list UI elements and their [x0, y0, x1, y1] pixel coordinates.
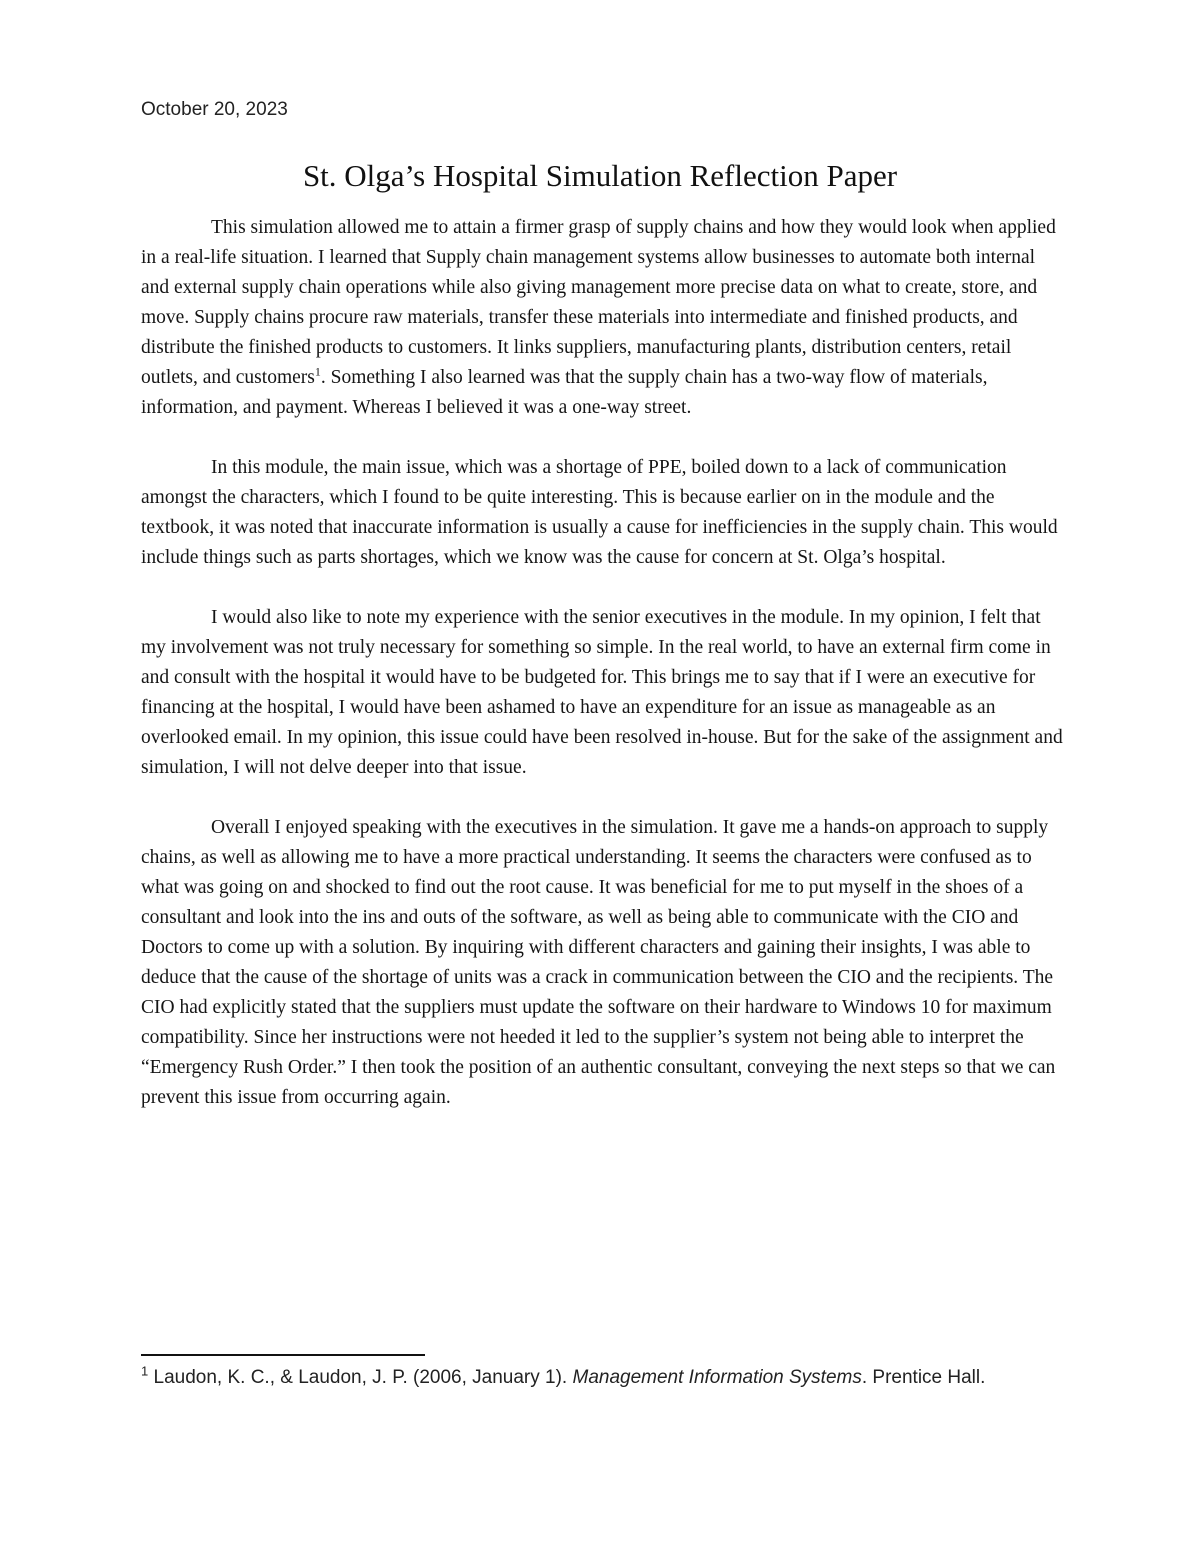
footnote-publisher: . Prentice Hall. [861, 1367, 986, 1388]
footnote-work-title: Management Information Systems [572, 1367, 862, 1388]
footnote-number: 1 [141, 1363, 149, 1379]
paragraph-4: Overall I enjoyed speaking with the executives in the simulation. It gave me a hands-on approach to supply chains, as well as allowing me to have a more practical understanding. It seems the characters were confused as to what was going on and shocked to find out the root cause. It was beneficial for me to put myself in the shoes of a consultant and look into the ins and outs of the software, as well as being able to communicate with the CIO and Doctors to come up with a solution. By inquiring with different characters and gaining their insights, I was able to deduce that the cause of the shortage of units was a crack in communication between the CIO and the recipients. The CIO had explicitly stated that the suppliers must update the software on their hardware to Windows 10 for maximum compatibility. Since her instructions were not heeded it led to the supplier’s system not being able to interpret the “Emergency Rush Order.” I then took the position of an authentic consultant, conveying the next steps so that we can prevent this issue from occurring again. [141, 817, 1056, 1108]
footnote [141, 1363, 1101, 1389]
footnote-reference: 1 [314, 364, 321, 379]
paragraph-1-text-continued: . Something I also learned was that the supply chain has a two-way flow of materials, information, and payment. Whereas I believed it was a one-way street. [141, 367, 988, 418]
footnote-divider [141, 1354, 425, 1356]
document-body [141, 213, 1066, 1113]
paragraph-1-text: This simulation allowed me to attain a firmer grasp of supply chains and how they would look when applied in a real-life situation. I learned that Supply chain management systems allow businesses to automate both internal and external supply chain operations while also giving management more precise data on what to create, store, and move. Supply chains procure raw materials, transfer these materials into intermediate and finished products, and distribute the finished products to customers. It links suppliers, manufacturing plants, distribution centers, retail outlets, and customers [141, 217, 1056, 388]
paragraph-3: I would also like to note my experience with the senior executives in the module. In my opinion, I felt that my involvement was not truly necessary for something so simple. In the real world, to have an external firm come in and consult with the hospital it would have to be budgeted for. This brings me to say that if I were an executive for financing at the hospital, I would have been ashamed to have an expenditure for an issue as manageable as an overlooked email. In my opinion, this issue could have been resolved in-house. But for the sake of the assignment and simulation, I will not delve deeper into that issue. [141, 607, 1063, 778]
paragraph-2: In this module, the main issue, which was a shortage of PPE, boiled down to a lack of communication amongst the characters, which I found to be quite interesting. This is because earlier on in the module and the textbook, it was noted that inaccurate information is usually a cause for inefficiencies in the supply chain. This would include things such as parts shortages, which we know was the cause for concern at St. Olga’s hospital. [141, 457, 1058, 568]
document-date: October 20, 2023 [141, 99, 288, 120]
document-title: St. Olga’s Hospital Simulation Reflection Paper [302, 158, 898, 193]
paragraph-1 [141, 213, 1066, 423]
footnote-authors: Laudon, K. C., & Laudon, J. P. (2006, January 1). [153, 1367, 573, 1388]
